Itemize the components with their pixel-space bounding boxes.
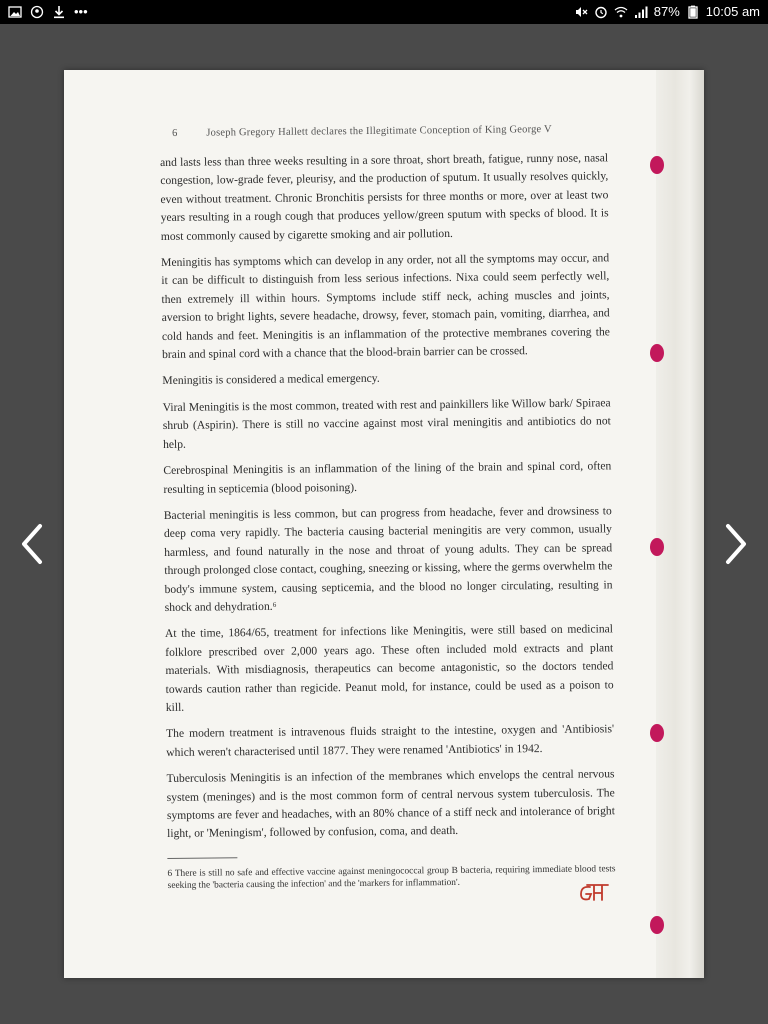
paragraph: At the time, 1864/65, treatment for infections like Meningitis, were still based on medicinal folklore prescribed over 2,000 years ago. These often included mold extracts and plant materials. With misdiagnosis, therapeutics can become antagonistic, so the doctors tended towards caution rather than regicide. Peanut mold, for instance, could be used as a poison to kill. (164, 622, 614, 714)
chevron-right-icon (722, 522, 750, 566)
paragraph: Meningitis has symptoms which can develop in any order, not all the symptoms may occur, and it can be difficult to distinguish from less serious infections. Nixa could seem perfectly well, then extremely ill within hours. Symptoms include stiff neck, aching muscles and joints, aversion to bright lights, severe headache, drowsy, fever, stomach pain, vomiting, diarrhea, and cold hands and feet. Meningitis is an inflammation of the protective membranes covering the brain and spinal cord with a chance that the blood-brain barrier can be crossed. (161, 251, 610, 362)
page-tab-marker (650, 538, 664, 556)
book-page-photo (64, 70, 704, 978)
page-text (160, 149, 616, 901)
footnote-rule (167, 857, 237, 859)
page-tab-marker (650, 344, 664, 362)
status-right (574, 3, 760, 21)
paragraph: The modern treatment is intravenous fluids straight to the intestine, oxygen and 'Antibiosis' which weren't characterised until 1877. They were renamed 'Antibiotics' in 1942. (166, 722, 615, 759)
alarm-icon (594, 5, 608, 19)
signal-icon (634, 5, 648, 19)
page-tab-marker (650, 156, 664, 174)
image-icon (8, 5, 22, 19)
account-icon (30, 5, 44, 19)
footnote: 6 There is still no safe and effective vaccine against meningococcal group B bacteria, requiring immediate blood tests seeking the 'bacteria causing the infection' and the 'markers for inflammation'. (167, 864, 616, 892)
image-viewer (0, 24, 768, 1024)
paragraph: and lasts less than three weeks resulting in a sore throat, short breath, fatigue, runny nose, nasal congestion, low-grade fever, pleurisy, and the production of sputum. It usually resolves quickly, even without treatment. Chronic Bronchitis persists for three months or more, over at least two years resulting in a rough cough that produces yellow/green sputum with specks of blood. It is most commonly caused by cigarette smoking and air pollution. (160, 151, 609, 243)
mute-icon (574, 5, 588, 19)
paragraph: Cerebrospinal Meningitis is an inflammation of the lining of the brain and spinal cord, often resulting in septicemia (blood poisoning). (163, 459, 612, 496)
paragraph: Tuberculosis Meningitis is an infection of the membranes which envelops the central nervous system (meninges) and is the most common form of central nervous system tuberculosis. The symptoms are fever and headaches, with an 80% chance of a stiff neck and intolerance of bright light, or 'Meningism', followed by confusion, coma, and death. (166, 767, 615, 841)
more-icon: ••• (74, 4, 88, 19)
page-tab-marker (650, 916, 664, 934)
paragraph: Meningitis is considered a medical emergency. (162, 372, 380, 388)
download-icon (52, 5, 66, 19)
previous-image-button[interactable] (12, 519, 52, 569)
clock: 10:05 am (705, 4, 760, 19)
paragraph: Viral Meningitis is the most common, treated with rest and painkillers like Willow bark/ Spiraea shrub (Aspirin). There is still no vaccine against most viral meningitis and antibiotics do not help. (162, 396, 611, 451)
next-image-button[interactable] (716, 519, 756, 569)
page-edge (656, 70, 704, 978)
running-head-title: Joseph Gregory Hallett declares the Illegitimate Conception of King George V (206, 124, 552, 139)
paragraph: Bacterial meningitis is less common, but can progress from headache, fever and drowsiness to deep coma very rapidly. The bacteria causing bacterial meningitis are very common, usually harmless, and found naturally in the nose and throat of young adults. They can be spread through prolonged close contact, coughing, sneezing or kissing, where the germs overwhelm the body's immune system, causing septicemia, and the blood no longer circulating, resulting in shock and dehydration.⁶ (163, 504, 613, 614)
page-tab-marker (650, 724, 664, 742)
battery-percent: 87% (653, 4, 680, 19)
battery-icon (686, 5, 700, 19)
handwritten-initials (578, 882, 610, 904)
page-number: 6 (172, 127, 178, 139)
running-head (172, 124, 592, 139)
chevron-left-icon (18, 522, 46, 566)
status-bar (0, 0, 768, 24)
status-left (8, 3, 88, 21)
wifi-icon (614, 5, 628, 19)
